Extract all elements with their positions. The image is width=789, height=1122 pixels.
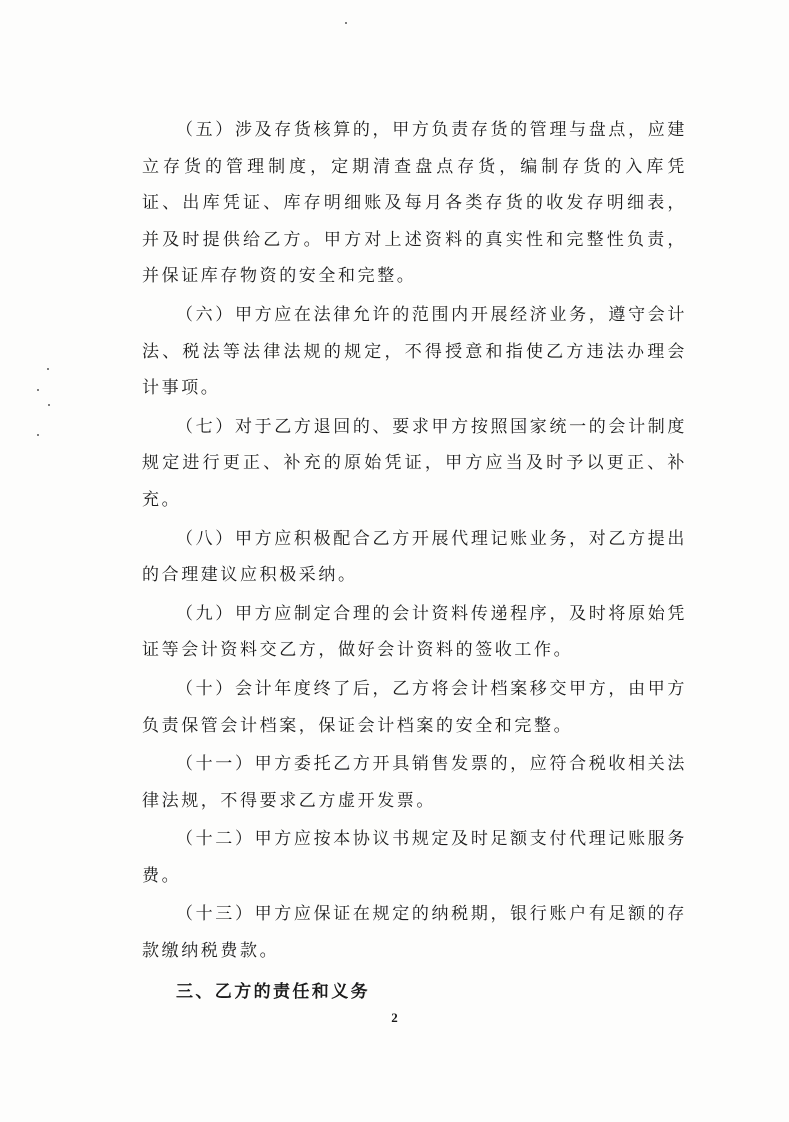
section-heading: 三、乙方的责任和义务 — [176, 981, 370, 1002]
clause-10: （十）会计年度终了后，乙方将会计档案移交甲方，由甲方负责保管会计档案，保证会计档案的安全和完整。 — [142, 678, 687, 736]
clause-7: （七）对于乙方退回的、要求甲方按照国家统一的会计制度规定进行更正、补充的原始凭证，甲方应当及时予以更正、补充。 — [142, 416, 687, 510]
scan-speck — [37, 389, 39, 391]
scan-speck — [37, 434, 39, 436]
page-number: 2 — [391, 1010, 398, 1025]
clause-9: （九）甲方应制定合理的会计资料传递程序，及时将原始凭证等会计资料交乙方，做好会计资料的签收工作。 — [142, 603, 687, 661]
scan-speck — [48, 404, 50, 406]
scan-speck — [47, 368, 49, 370]
document-body — [142, 112, 687, 1010]
clause-6: （六）甲方应在法律允许的范围内开展经济业务，遵守会计法、税法等法律法规的规定，不得授意和指使乙方违法办理会计事项。 — [142, 304, 687, 399]
clause-13: （十三）甲方应保证在规定的纳税期，银行账户有足额的存款缴纳税费款。 — [142, 904, 687, 962]
clause-11: （十一）甲方委托乙方开具销售发票的，应符合税收相关法律法规，不得要求乙方虚开发票。 — [142, 754, 687, 811]
scan-speck — [345, 22, 347, 24]
clause-5: （五）涉及存货核算的，甲方负责存货的管理与盘点，应建立存货的管理制度，定期清查盘点存货，编制存货的入库凭证、出库凭证、库存明细账及每月各类存货的收发存明细表，并及时提供给乙方。甲方对上述资料的真实性和完整性负责，并保证库存物资的安全和完整。 — [142, 120, 687, 287]
clause-12: （十二）甲方应按本协议书规定及时足额支付代理记账服务费。 — [142, 829, 687, 886]
clause-8: （八）甲方应积极配合乙方开展代理记账业务，对乙方提出的合理建议应积极采纳。 — [142, 528, 687, 586]
